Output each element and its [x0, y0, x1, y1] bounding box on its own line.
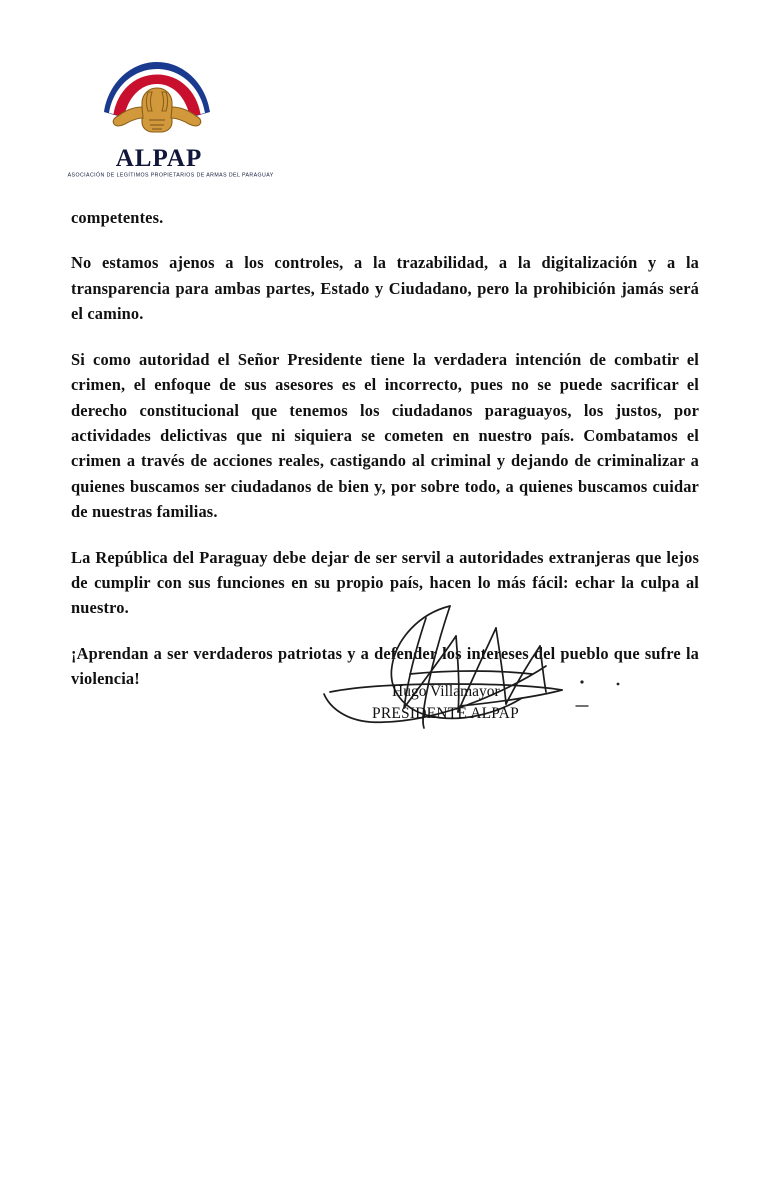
- paragraph: competentes.: [71, 208, 164, 227]
- handwritten-signature-icon: [300, 588, 640, 758]
- alpap-wordmark: ALPAP: [115, 145, 203, 172]
- alpap-hands-rifle-emblem-icon: [96, 58, 218, 144]
- letterhead: [67, 58, 274, 194]
- paragraph: ¡Aprendan a ser verdaderos patriotas y a defender los intereses del pueblo que sufre la violencia!: [71, 643, 699, 689]
- signature-block: [300, 588, 640, 758]
- paragraph: La República del Paraguay debe dejar de ser servil a autoridades extranjeras que lejos de cumplir con sus funciones en su propio país, hacen lo más fácil: echar la culpa al nuestro.: [71, 547, 699, 618]
- paragraph: No estamos ajenos a los controles, a la trazabilidad, a la digitalización y a la transparencia para ambas partes, Estado y Ciudadano, pero la prohibición jamás será el camino.: [71, 253, 699, 324]
- paragraph: Si como autoridad el Señor Presidente tiene la verdadera intención de combatir el crimen, el enfoque de sus asesores es el incorrecto, pues no se puede sacrificar el derecho constitucional que tenemos los ciudadanos paraguayos, los justos, por actividades delictivas que ni siquiera se cometen en nuestro país. Combatamos el crimen a través de acciones reales, castigando al criminal y dejando de criminalizar a quienes buscamos ser ciudadanos de bien y, por sobre todo, a quienes buscamos cuidar de nuestras familias.: [71, 349, 699, 522]
- alpap-subtitle: ASOCIACIÓN DE LEGÍTIMOS PROPIETARIOS DE ARMAS DEL PARAGUAY: [67, 172, 274, 178]
- signatory-title: PRESIDENTE ALPAP: [372, 705, 519, 722]
- emblem-chevron-bands: [96, 58, 218, 144]
- signatory-name: Hugo Villamayor: [392, 683, 500, 700]
